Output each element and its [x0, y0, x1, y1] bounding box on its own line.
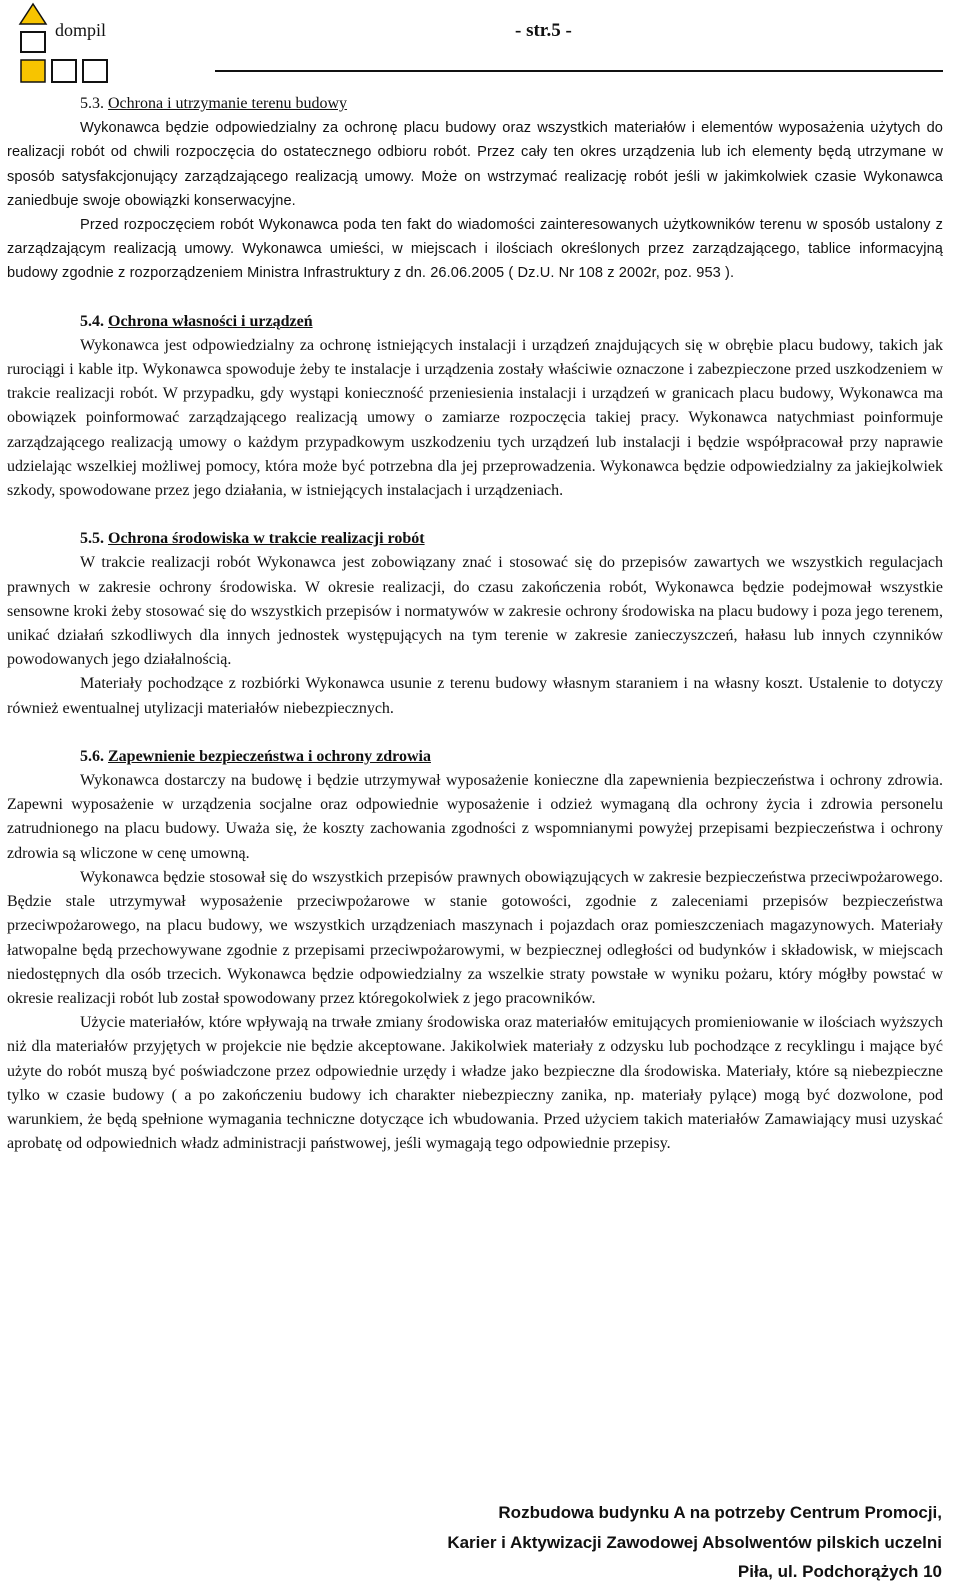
brand-name: dompil [55, 20, 107, 40]
section-heading [80, 92, 943, 116]
section-heading [80, 527, 943, 551]
section-title: Ochrona własności i urządzeń [108, 312, 313, 330]
paragraph: Wykonawca dostarczy na budowę i będzie utrzymywał wyposażenie konieczne dla zapewnienia bezpieczeństwa i ochrony zdrowia. Zapewni wyposażenie w urządzenia socjalne oraz odpowiednie wyposażenie i odzież wymaganą dla ochrony życia i zdrowia personelu zatrudnionego na placu budowy. Uważa się, że koszty zachowania zgodności z wspomnianymi powyżej przepisami bezpieczeństwa i ochrony zdrowia są wliczone w cenę umowną. [7, 772, 943, 862]
footer-line: Karier i Aktywizacji Zawodowej Absolwentów pilskich uczelni [447, 1532, 942, 1552]
section-title: Ochrona środowiska w trakcie realizacji robót [108, 530, 425, 548]
dompil-logo-icon [18, 2, 128, 84]
footer-line: Rozbudowa budynku A na potrzeby Centrum Promocji, [498, 1503, 942, 1522]
section-heading [80, 310, 943, 334]
section-5-6 [7, 745, 943, 1156]
paragraph: Przed rozpoczęciem robót Wykonawca poda ten fakt do wiadomości zainteresowanych użytkowników terenu w sposób ustalony z zarządzającym realizacją umowy. Wykonawca umieści, w miejscach i ilościach określonych przez zarządzającego, tablice informacyjną budowy zgodnie z rozporządzeniem Ministra Infrastruktury z dn. 26.06.2005 ( Dz.U. Nr 108 z 2002r, poz. 953 ). [7, 217, 943, 282]
section-number: 5.6. [80, 747, 104, 765]
footer-line: Piła, ul. Podchorążych 10 [737, 1562, 942, 1581]
paragraph: Materiały pochodzące z rozbiórki Wykonawca usunie z terenu budowy własnym staraniem i na własny koszt. Ustalenie to dotyczy również ewentualnej utylizacji materiałów niebezpiecznych. [7, 675, 943, 717]
section-heading [80, 745, 943, 769]
paragraph: Wykonawca będzie stosował się do wszystkich przepisów prawnych obowiązujących w zakresie bezpieczeństwa przeciwpożarowego. Będzie stale utrzymywał wyposażenie przeciwpożarowe w stanie gotowości, zgodnie z zaleceniami przepisów bezpieczeństwa przeciwpożarowego, na placu budowy, we wszystkich urządzeniach maszynach i pojazdach oraz pomieszczeniach magazynowych. Materiały łatwopalne będą przechowywane zgodnie z przepisami przeciwpożarowymi, w bezpiecznej odległości od budynków i składowisk, w miejscach niedostępnych dla osób trzecich. Wykonawca będzie odpowiedzialny za wszelkie straty powstałe w wyniku pożaru, który mógłby powstać w okresie realizacji robót lub został spowodowany przez któregokolwiek z jego pracowników. [7, 868, 943, 1007]
section-5-4 [7, 310, 943, 504]
section-number: 5.3. [80, 95, 104, 112]
paragraph: Wykonawca jest odpowiedzialny za ochronę istniejących instalacji i urządzeń znajdujących się w obrębie placu budowy, takich jak rurociągi i kable itp. Wykonawca spowoduje żeby te instalacje i urządzenia zostały właściwie oznaczone i zabezpieczone przed uszkodzeniem w trakcie realizacji robót. W przypadku, gdy wystąpi konieczność przeniesienia instalacji i urządzeń w granicach placu budowy, Wykonawca ma obowiązek poinformować zarządzającego realizacją umowy o zamiarze rozpoczęcia takiej pracy. Wykonawca natychmiast poinformuje zarządzającego realizacją umowy o każdym przypadkowym uszkodzeniu tych urządzeń lub instalacji i będzie współpracował przy naprawie udzielając wszelkiej możliwej pomocy, która może być potrzebna dla jej przeprowadzenia. Wykonawca będzie odpowiedzialny za jakiejkolwiek szkody, spowodowane przez jego działania, w istniejących instalacjach i urządzeniach. [7, 336, 943, 500]
page-number: - str.5 - [515, 20, 572, 41]
page-footer [447, 1498, 942, 1587]
section-number: 5.5. [80, 530, 104, 548]
section-number: 5.4. [80, 312, 104, 330]
section-title: Zapewnienie bezpieczeństwa i ochrony zdrowia [108, 747, 431, 765]
document-body [7, 92, 943, 1156]
section-title: Ochrona i utrzymanie terenu budowy [108, 95, 348, 112]
paragraph: Użycie materiałów, które wpływają na trwałe zmiany środowiska oraz materiałów emitujących promieniowanie w ilościach wyższych niż dla materiałów przyjętych w projekcie nie będzie akceptowane. Jakikolwiek materiały z odzysku lub pochodzące z recyklingu i mające być użyte do robót muszą być poświadczone przez odpowiednie urzędy i władze jako bezpieczne dla środowiska. Materiały, które są niebezpieczne tylko w czasie budowy ( a po zakończeniu budowy ich charakter niebezpieczny zanika, np. materiały pylące) mogą być dozwolone, pod warunkiem, że będą spełnione wymagania techniczne dotyczące ich wbudowania. Przed użyciem takich materiałów Zamawiający musi uzyskać aprobatę od odpowiednich władz administracji państwowej, jeśli wymagają tego odpowiednie przepisy. [7, 1014, 943, 1153]
paragraph: W trakcie realizacji robót Wykonawca jest zobowiązany znać i stosować się do przepisów zawartych we wszystkich regulacjach prawnych w zakresie ochrony środowiska. W okresie realizacji, do czasu zakończenia robót, Wykonawca będzie podejmował wszystkie sensowne kroki żeby stosować się do wszystkich przepisów i normatywów w zakresie ochrony środowiska na placu budowy i poza jego terenem, unikać działań szkodliwych dla innych jednostek występujących na tym terenie w zakresie zanieczyszczeń, hałasu lub innych czynników powodowanych jego działalnością. [7, 554, 943, 669]
header-divider [215, 70, 943, 72]
paragraph: Wykonawca będzie odpowiedzialny za ochronę placu budowy oraz wszystkich materiałów i elementów wyposażenia użytych do realizacji robót od chwili rozpoczęcia do ostatecznego odbioru robót. Przez cały ten okres urządzenia lub ich elementy będą utrzymane w sposób satysfakcjonujący zarządzającego realizacją umowy. Może on wstrzymać realizację robót jeśli w jakimkolwiek czasie Wykonawca zaniedbuje swoje obowiązki konserwacyjne. [7, 120, 943, 209]
section-5-5 [7, 527, 943, 721]
section-5-3 [7, 92, 943, 286]
